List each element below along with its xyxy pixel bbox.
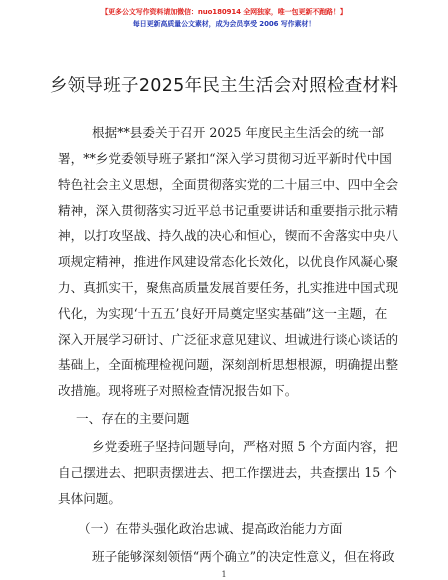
body-line-2: 署，**乡党委领导班子紧扣“深入学习贯彻习近平新时代中国 — [58, 151, 392, 166]
body-line-13: 乡党委班子坚持问题导向，严格对照 5 个方面内容，把 — [92, 439, 398, 454]
promo-banner-line-2: 每日更新高质量公文素材，成为会员享受 2006 写作素材！ — [132, 20, 316, 28]
page-number: 1 — [221, 570, 227, 579]
body-line-15: 具体问题。 — [58, 491, 121, 506]
section-heading-1: 一、存在的主要问题 — [76, 411, 190, 426]
document-title: 乡领导班子2025年民主生活会对照检查材料 — [49, 76, 399, 96]
body-line-8: 代化，为实现‘十五五’良好开局奠定坚实基础”这一主题，在 — [58, 306, 388, 321]
body-line-7: 力、真抓实干，聚焦高质量发展首要任务，扎实推进中国式现 — [58, 280, 399, 295]
body-line-11: 改措施。现将班子对照检查情况报告如下。 — [58, 383, 298, 398]
subsection-heading-1: （一）在带头强化政治忠诚、提高政治能力方面 — [78, 521, 343, 536]
body-line-14: 自己摆进去、把职责摆进去、把工作摆进去，共查摆出 15 个 — [58, 465, 397, 480]
body-line-17: 班子能够深刻领悟“两个确立”的决定性意义，但在将政 — [92, 549, 395, 564]
body-line-4: 精神，深入贯彻落实习近平总书记重要讲话和重要指示批示精 — [58, 203, 399, 218]
body-line-5: 神，以打攻坚战、持久战的决心和恒心，锲而不舍落实中央八 — [58, 228, 399, 243]
body-line-9: 深入开展学习研讨、广泛征求意见建议、坦诚进行谈心谈话的 — [58, 332, 399, 347]
promo-banner-line-1: 【更多公文写作资料请加微信：nuo180914 全网独家，唯一包更新不跑路！】 — [101, 8, 347, 16]
body-line-10: 基础上，全面梳理检视问题，深刻剖析思想根源，明确提出整 — [58, 357, 399, 372]
body-line-3: 特色社会主义思想，全面贯彻落实党的二十届三中、四中全会 — [58, 177, 399, 192]
body-line-1: 根据**县委关于召开 2025 年度民主生活会的统一部 — [92, 125, 384, 140]
body-line-6: 项规定精神，推进作风建设常态化长效化，以优良作风凝心聚 — [58, 254, 399, 269]
